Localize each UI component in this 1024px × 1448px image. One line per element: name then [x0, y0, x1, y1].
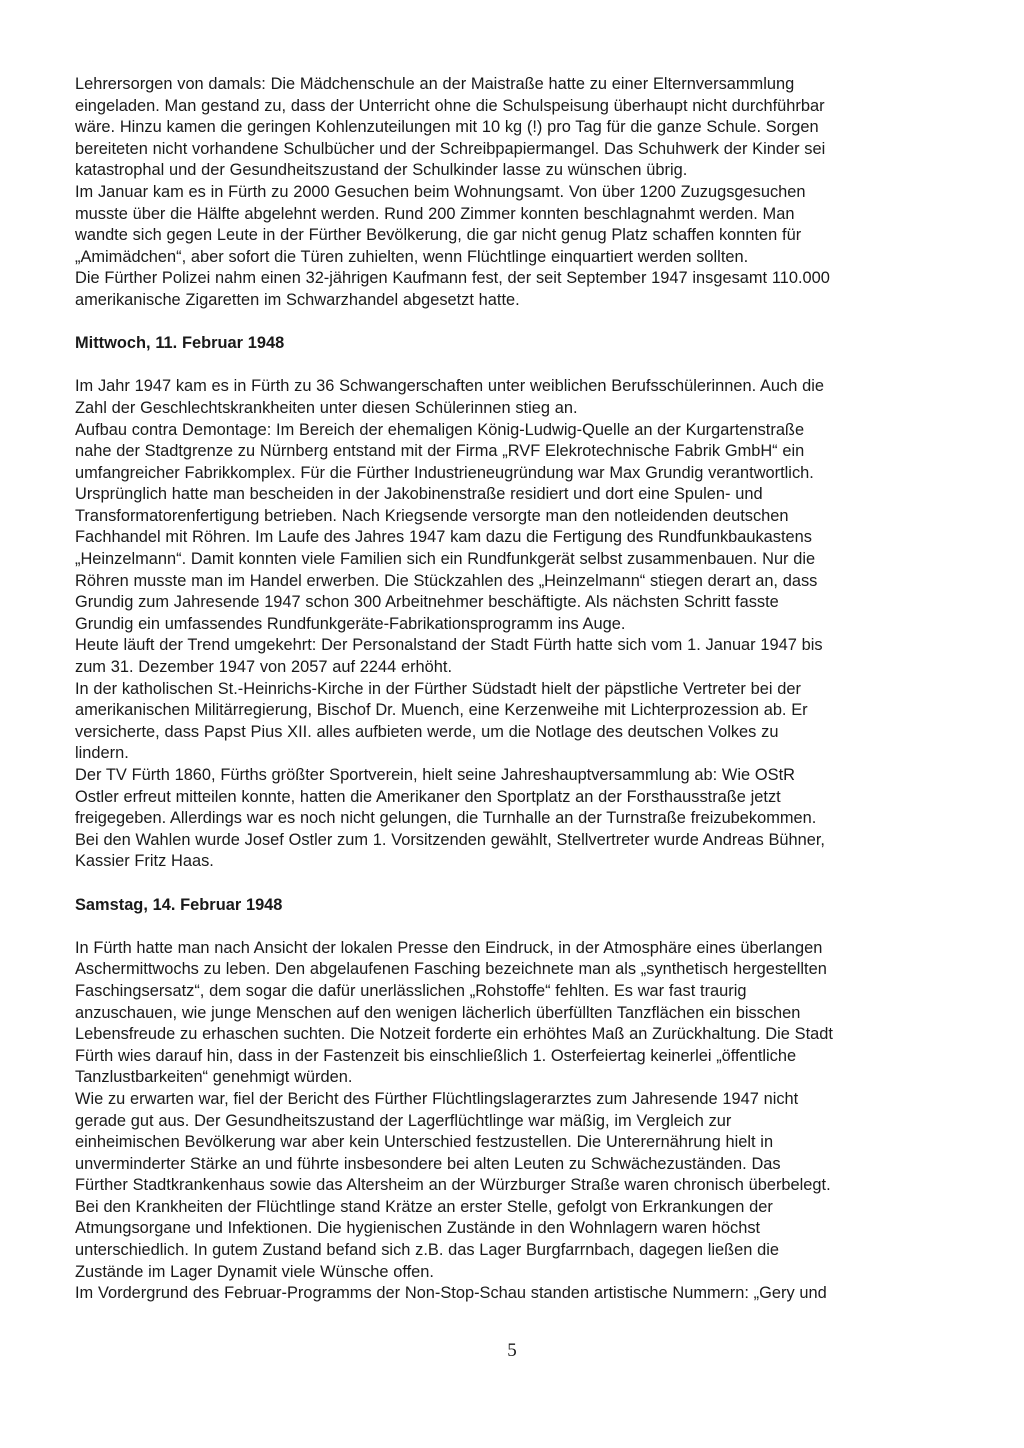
text-line: Zahl der Geschlechtskrankheiten unter diesen Schülerinnen stieg an. [75, 398, 578, 417]
text-line: Fachhandel mit Röhren. Im Laufe des Jahres 1947 kam dazu die Fertigung des Rundfunkbaukastens [75, 528, 812, 547]
text-line: freigegeben. Allerdings war es noch nicht gelungen, die Turnhalle an der Turnstraße freizubekommen. [75, 809, 817, 828]
text-line: Die Fürther Polizei nahm einen 32-jährigen Kaufmann fest, der seit September 1947 insgesamt 110.000 [75, 269, 830, 288]
text-line: In Fürth hatte man nach Ansicht der lokalen Presse den Eindruck, in der Atmosphäre eines überlangen [75, 938, 823, 957]
text-line: Ostler erfreut mitteilen konnte, hatten die Amerikaner den Sportplatz an der Forsthausstraße jetzt [75, 787, 781, 806]
text-line: Im Jahr 1947 kam es in Fürth zu 36 Schwangerschaften unter weiblichen Berufsschülerinnen. Auch die [75, 377, 824, 396]
text-line: versicherte, dass Papst Pius XII. alles aufbieten werde, um die Notlage des deutschen Volkes zu [75, 722, 779, 741]
intro-paragraphs [75, 74, 955, 312]
text-line: Ursprünglich hatte man bescheiden in der Jakobinenstraße residiert und dort eine Spulen- und [75, 485, 763, 504]
text-line: wandte sich gegen Leute in der Fürther Bevölkerung, die gar nicht genug Platz schaffen konnten für [75, 226, 802, 245]
text-line: wäre. Hinzu kamen die geringen Kohlenzuteilungen mit 10 kg (!) pro Tag für die ganze Schule. Sorgen [75, 118, 819, 137]
text-line: zum 31. Dezember 1947 von 2057 auf 2244 erhöht. [75, 658, 453, 677]
text-line: Atmungsorgane und Infektionen. Die hygienischen Zustände in den Wohnlagern waren höchst [75, 1219, 761, 1238]
text-line: anzuschauen, wie junge Menschen auf den wenigen lächerlich überfüllten Tanzflächen ein bisschen [75, 1003, 801, 1022]
text-line: Der TV Fürth 1860, Fürths größter Sportverein, hielt seine Jahreshauptversammlung ab: Wie OStR [75, 766, 795, 784]
text-line: Lehrersorgen von damals: Die Mädchenschule an der Maistraße hatte zu einer Elternversammlung [75, 75, 795, 93]
text-line: eingeladen. Man gestand zu, dass der Unterricht ohne die Schulspeisung überhaupt nicht durchführbar [75, 96, 825, 115]
text-line: Grundig ein umfassendes Rundfunkgeräte-Fabrikationsprogramm ins Auge. [75, 614, 626, 633]
text-line: Lebensfreude zu erhaschen suchten. Die Notzeit forderte ein erhöhtes Maß an Zurückhaltung. Die Stadt [75, 1025, 833, 1044]
text-line: musste über die Hälfte abgelehnt werden. Rund 200 Zimmer konnten beschlagnahmt werden. Man [75, 204, 795, 223]
section-gap [75, 312, 955, 334]
text-line: Aufbau contra Demontage: Im Bereich der ehemaligen König-Ludwig-Quelle an der Kurgartenstraße [75, 420, 805, 439]
text-line: umfangreicher Fabrikkomplex. Für die Fürther Industrieneugründung war Max Grundig verantwortlich. [75, 463, 814, 482]
text-line: unverminderter Stärke an und führte insbesondere bei alten Leuten zu Schwächezuständen. Das [75, 1154, 781, 1173]
text-line: Im Vordergrund des Februar-Programms der Non-Stop-Schau standen artistische Nummern: „Gery und [75, 1284, 827, 1303]
text-line: katastrophal und der Gesundheitszustand der Schulkinder lasse zu wünschen übrig. [75, 161, 688, 180]
text-line: Heute läuft der Trend umgekehrt: Der Personalstand der Stadt Fürth hatte sich vom 1. Januar 1947 bis [75, 636, 823, 655]
text-line: unterschiedlich. In gutem Zustand befand sich z.B. das Lager Burgfarrnbach, dagegen ließen die [75, 1241, 779, 1260]
text-line: „Amimädchen“, aber sofort die Türen zuhielten, wenn Flüchtlinge einquartiert werden sollten. [75, 247, 749, 266]
section-gap [75, 873, 955, 895]
text-line: Zustände im Lager Dynamit viele Wünsche offen. [75, 1262, 434, 1281]
text-line: lindern. [75, 744, 129, 763]
text-line: Faschingsersatz“, dem sogar die dafür unerlässlichen „Rohstoffe“ fehlten. Es war fast traurig [75, 981, 747, 1000]
text-line: Transformatorenfertigung betrieben. Nach Kriegsende versorgte man den notleidenden deutschen [75, 506, 789, 525]
text-line: „Heinzelmann“. Damit konnten viele Familien sich ein Rundfunkgerät selbst zusammenbauen. Nur die [75, 550, 816, 569]
text-line: nahe der Stadtgrenze zu Nürnberg entstand mit der Firma „RVF Elekrotechnische Fabrik GmbH“ ein [75, 442, 805, 461]
section-heading: Samstag, 14. Februar 1948 [75, 895, 283, 914]
text-line: Kassier Fritz Haas. [75, 852, 214, 871]
section-paragraphs [75, 938, 955, 1305]
text-line: Im Januar kam es in Fürth zu 2000 Gesuchen beim Wohnungsamt. Von über 1200 Zuzugsgesuchen [75, 182, 806, 201]
text-line: Röhren musste man im Handel erwerben. Die Stückzahlen des „Heinzelmann“ stiegen derart an, dass [75, 571, 818, 590]
text-line: amerikanische Zigaretten im Schwarzhandel abgesetzt hatte. [75, 290, 520, 309]
section-gap [75, 916, 955, 938]
text-line: Tanzlustbarkeiten“ genehmigt würden. [75, 1068, 353, 1087]
text-line: bereiteten nicht vorhandene Schulbücher und der Schreibpapiermangel. Das Schuhwerk der Kinder sei [75, 139, 826, 158]
section-paragraphs [75, 376, 955, 873]
text-line: Bei den Krankheiten der Flüchtlinge stand Krätze an erster Stelle, gefolgt von Erkrankungen der [75, 1197, 773, 1216]
page-number: 5 [507, 1340, 517, 1361]
text-line: In der katholischen St.-Heinrichs-Kirche in der Fürther Südstadt hielt der päpstliche Vertreter bei der [75, 679, 801, 698]
text-line: einheimischen Bevölkerung war aber kein Unterschied festzustellen. Die Unterernährung hielt in [75, 1133, 774, 1152]
text-line: Aschermittwochs zu leben. Den abgelaufenen Fasching bezeichnete man als „synthetisch hergestellten [75, 960, 827, 979]
text-line: gerade gut aus. Der Gesundheitszustand der Lagerflüchtlinge war mäßig, im Vergleich zur [75, 1111, 732, 1130]
text-line: Wie zu erwarten war, fiel der Bericht des Fürther Flüchtlingslagerarztes zum Jahresende 1947 nicht [75, 1089, 799, 1108]
document-body [75, 74, 955, 1305]
text-line: Grundig zum Jahresende 1947 schon 300 Arbeitnehmer beschäftigte. Als nächsten Schritt fasste [75, 593, 779, 612]
text-line: Bei den Wahlen wurde Josef Ostler zum 1. Vorsitzenden gewählt, Stellvertreter wurde Andreas Bühner, [75, 830, 825, 849]
text-line: amerikanischen Militärregierung, Bischof Dr. Muench, eine Kerzenweihe mit Lichterprozession ab. Er [75, 701, 808, 720]
section-gap [75, 355, 955, 377]
section-heading: Mittwoch, 11. Februar 1948 [75, 334, 285, 353]
text-line: Fürther Stadtkrankenhaus sowie das Altersheim an der Würzburger Straße waren chronisch überbelegt. [75, 1176, 831, 1195]
text-line: Fürth wies darauf hin, dass in der Fastenzeit bis einschließlich 1. Osterfeiertag keinerlei „öffentliche [75, 1046, 797, 1065]
